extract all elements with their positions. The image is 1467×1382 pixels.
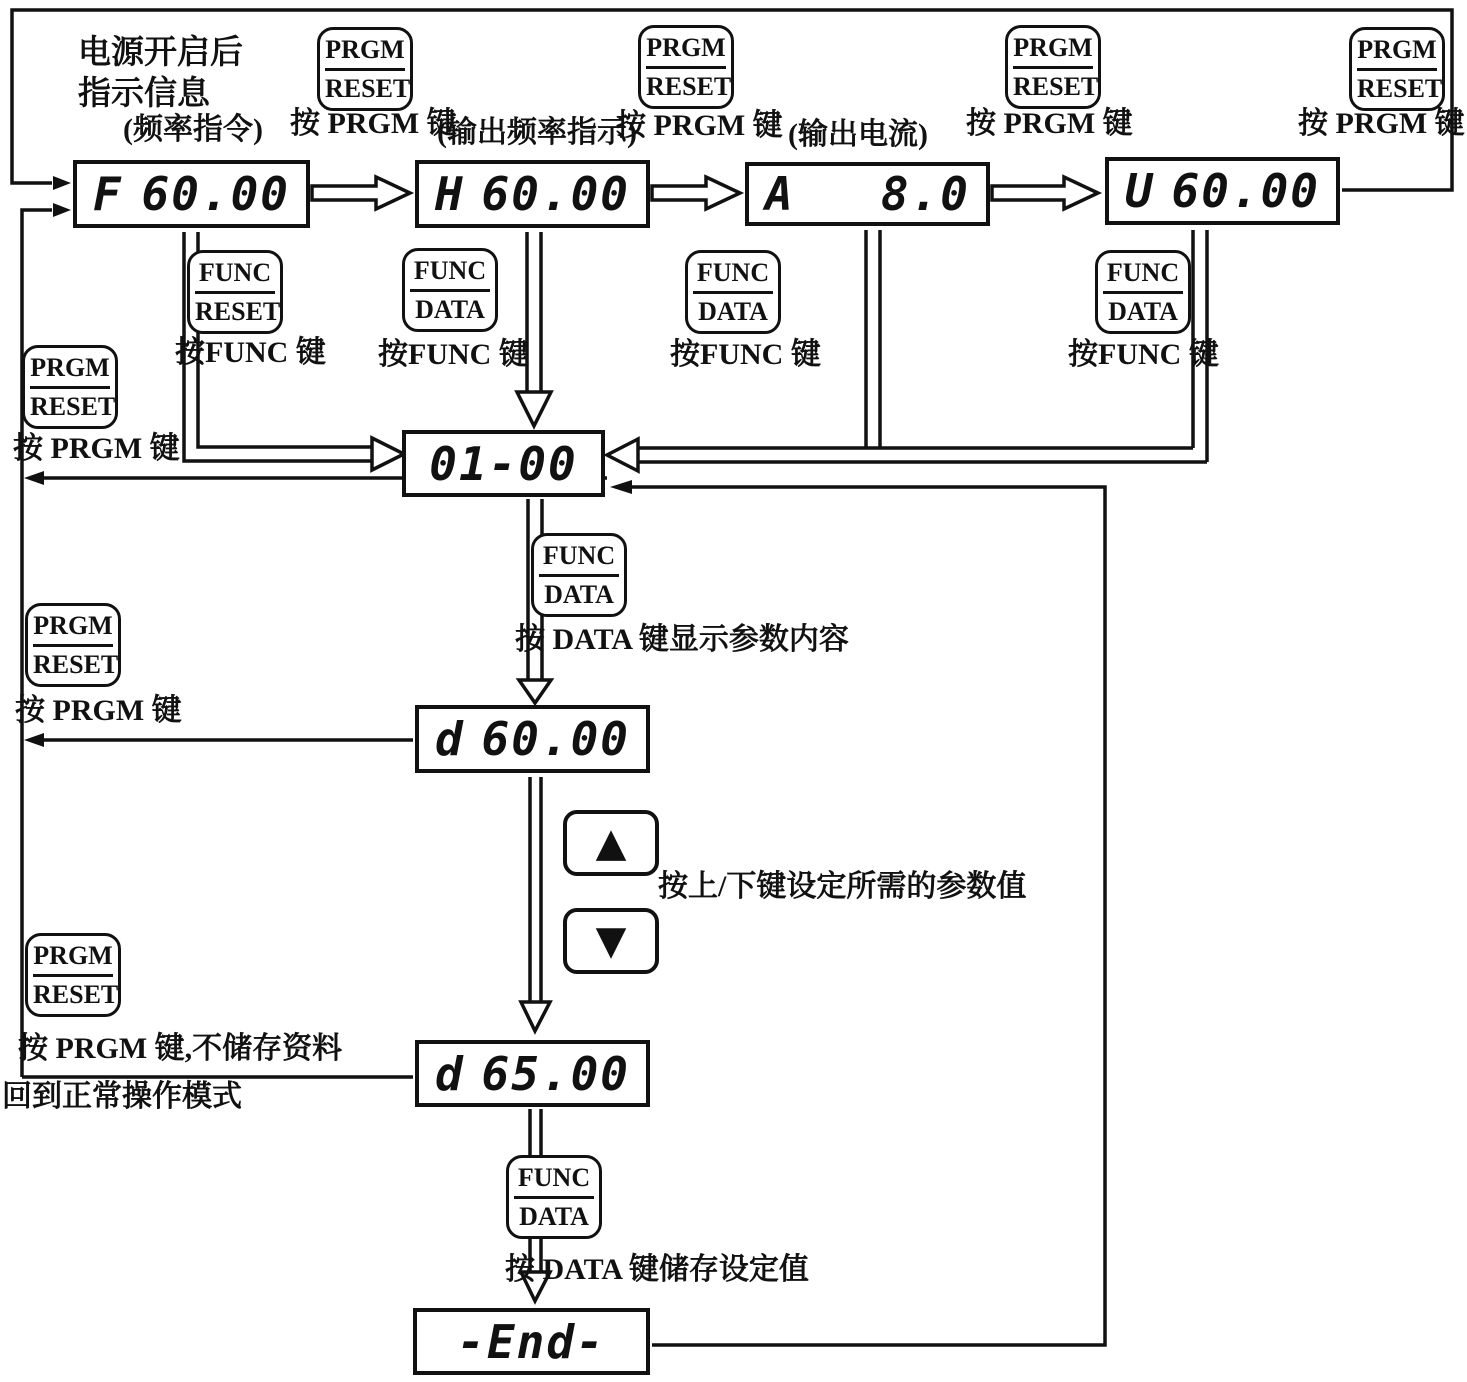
- flow-loop-end-to-param: [610, 480, 1105, 1345]
- press-func-note: 按FUNC 键: [670, 338, 821, 371]
- flow-return-value-to-left: [24, 733, 413, 747]
- display-letter: F: [93, 167, 123, 221]
- func-reset-key: [187, 250, 283, 334]
- label-output-current: (输出电流): [788, 118, 928, 151]
- display-letter: U: [1125, 164, 1155, 218]
- flow-arrow-value-to-newvalue: [521, 777, 550, 1031]
- key-bottom-label: RESET: [33, 649, 119, 679]
- func-data-key: [1095, 250, 1191, 334]
- prgm-reset-key: [22, 345, 118, 429]
- key-top-label: FUNC: [410, 255, 490, 292]
- func-data-key: [531, 533, 627, 617]
- press-func-note: 按FUNC 键: [1068, 338, 1219, 371]
- display-value: 60.00: [481, 167, 630, 221]
- press-prgm-note: 按 PRGM 键: [1298, 107, 1465, 140]
- key-bottom-label: RESET: [33, 979, 119, 1009]
- key-bottom-label: RESET: [325, 73, 411, 103]
- key-top-label: PRGM: [1357, 34, 1437, 71]
- press-prgm-note: 按 PRGM 键: [13, 432, 180, 465]
- key-bottom-label: RESET: [1357, 73, 1443, 103]
- key-top-label: FUNC: [539, 540, 619, 577]
- display-letter: d: [435, 712, 465, 766]
- key-top-label: FUNC: [1103, 257, 1183, 294]
- prgm-reset-key: [1349, 27, 1445, 111]
- display-parameter-number: [402, 430, 605, 497]
- key-bottom-label: DATA: [415, 294, 485, 324]
- press-data-show-note: 按 DATA 键显示参数内容: [515, 623, 849, 656]
- display-value: -End-: [457, 1314, 606, 1369]
- prgm-reset-key: [1005, 25, 1101, 109]
- key-bottom-label: RESET: [1013, 71, 1099, 101]
- key-top-label: PRGM: [325, 34, 405, 71]
- key-bottom-label: RESET: [195, 296, 281, 326]
- display-value: 8.0: [880, 167, 970, 221]
- power-on-note: [78, 33, 243, 116]
- display-output-current: [745, 162, 990, 226]
- display-frequency-command: [73, 160, 310, 228]
- display-letter: A: [765, 167, 795, 221]
- back-to-normal-note: 回到正常操作模式: [2, 1080, 242, 1113]
- func-data-key: [685, 250, 781, 334]
- down-arrow-icon: ▼: [595, 918, 627, 964]
- display-value: 60.00: [141, 167, 290, 221]
- key-top-label: PRGM: [33, 610, 113, 647]
- key-bottom-label: DATA: [519, 1201, 589, 1231]
- display-value: 60.00: [481, 712, 630, 766]
- press-func-note: 按FUNC 键: [175, 336, 326, 369]
- key-bottom-label: DATA: [1108, 296, 1178, 326]
- prgm-reset-key: [638, 25, 734, 109]
- label-frequency-command: (频率指令): [123, 113, 263, 146]
- func-data-key: [506, 1155, 602, 1239]
- prgm-reset-key: [317, 27, 413, 111]
- power-on-note-line1: 电源开启后: [78, 35, 243, 71]
- display-new-parameter-value: [415, 1040, 650, 1107]
- display-output-frequency: [415, 160, 650, 228]
- label-output-frequency: (输出频率指示): [437, 116, 637, 149]
- display-value: 65.00: [481, 1046, 630, 1101]
- flow-arrow-h-to-a: [652, 177, 740, 209]
- display-value: 01-00: [429, 436, 578, 491]
- key-top-label: FUNC: [514, 1162, 594, 1199]
- press-func-note: 按FUNC 键: [378, 338, 529, 371]
- key-top-label: FUNC: [195, 257, 275, 294]
- key-top-label: FUNC: [693, 257, 773, 294]
- display-output-voltage: [1105, 157, 1340, 225]
- press-prgm-note: 按 PRGM 键: [616, 109, 783, 142]
- display-value: 60.00: [1171, 164, 1320, 218]
- up-arrow-icon: ▲: [595, 820, 627, 866]
- press-updown-note: 按上/下键设定所需的参数值: [658, 870, 1027, 903]
- power-on-note-line2: 指示信息: [78, 76, 210, 113]
- key-top-label: PRGM: [30, 352, 110, 389]
- key-bottom-label: DATA: [698, 296, 768, 326]
- display-letter: d: [435, 1046, 465, 1101]
- key-bottom-label: RESET: [30, 391, 116, 421]
- down-key: [563, 908, 659, 974]
- press-prgm-no-save-note: 按 PRGM 键,不储存资料: [18, 1032, 343, 1065]
- key-bottom-label: RESET: [646, 71, 732, 101]
- flow-arrow-a-to-u: [992, 177, 1098, 209]
- press-prgm-note: 按 PRGM 键: [290, 107, 457, 140]
- func-data-key: [402, 248, 498, 332]
- press-prgm-note: 按 PRGM 键: [15, 694, 182, 727]
- press-data-save-note: 按 DATA 键储存设定值: [505, 1253, 809, 1286]
- flow-arrow-h-to-param: [517, 232, 551, 426]
- key-top-label: PRGM: [33, 940, 113, 977]
- flow-arrow-f-to-h: [312, 177, 410, 209]
- key-top-label: PRGM: [646, 32, 726, 69]
- press-prgm-note: 按 PRGM 键: [966, 107, 1133, 140]
- display-parameter-value: [415, 705, 650, 773]
- display-end: [413, 1308, 650, 1375]
- up-key: [563, 810, 659, 876]
- display-letter: H: [435, 167, 465, 221]
- key-bottom-label: DATA: [544, 579, 614, 609]
- prgm-reset-key: [25, 933, 121, 1017]
- prgm-reset-key: [25, 603, 121, 687]
- key-top-label: PRGM: [1013, 32, 1093, 69]
